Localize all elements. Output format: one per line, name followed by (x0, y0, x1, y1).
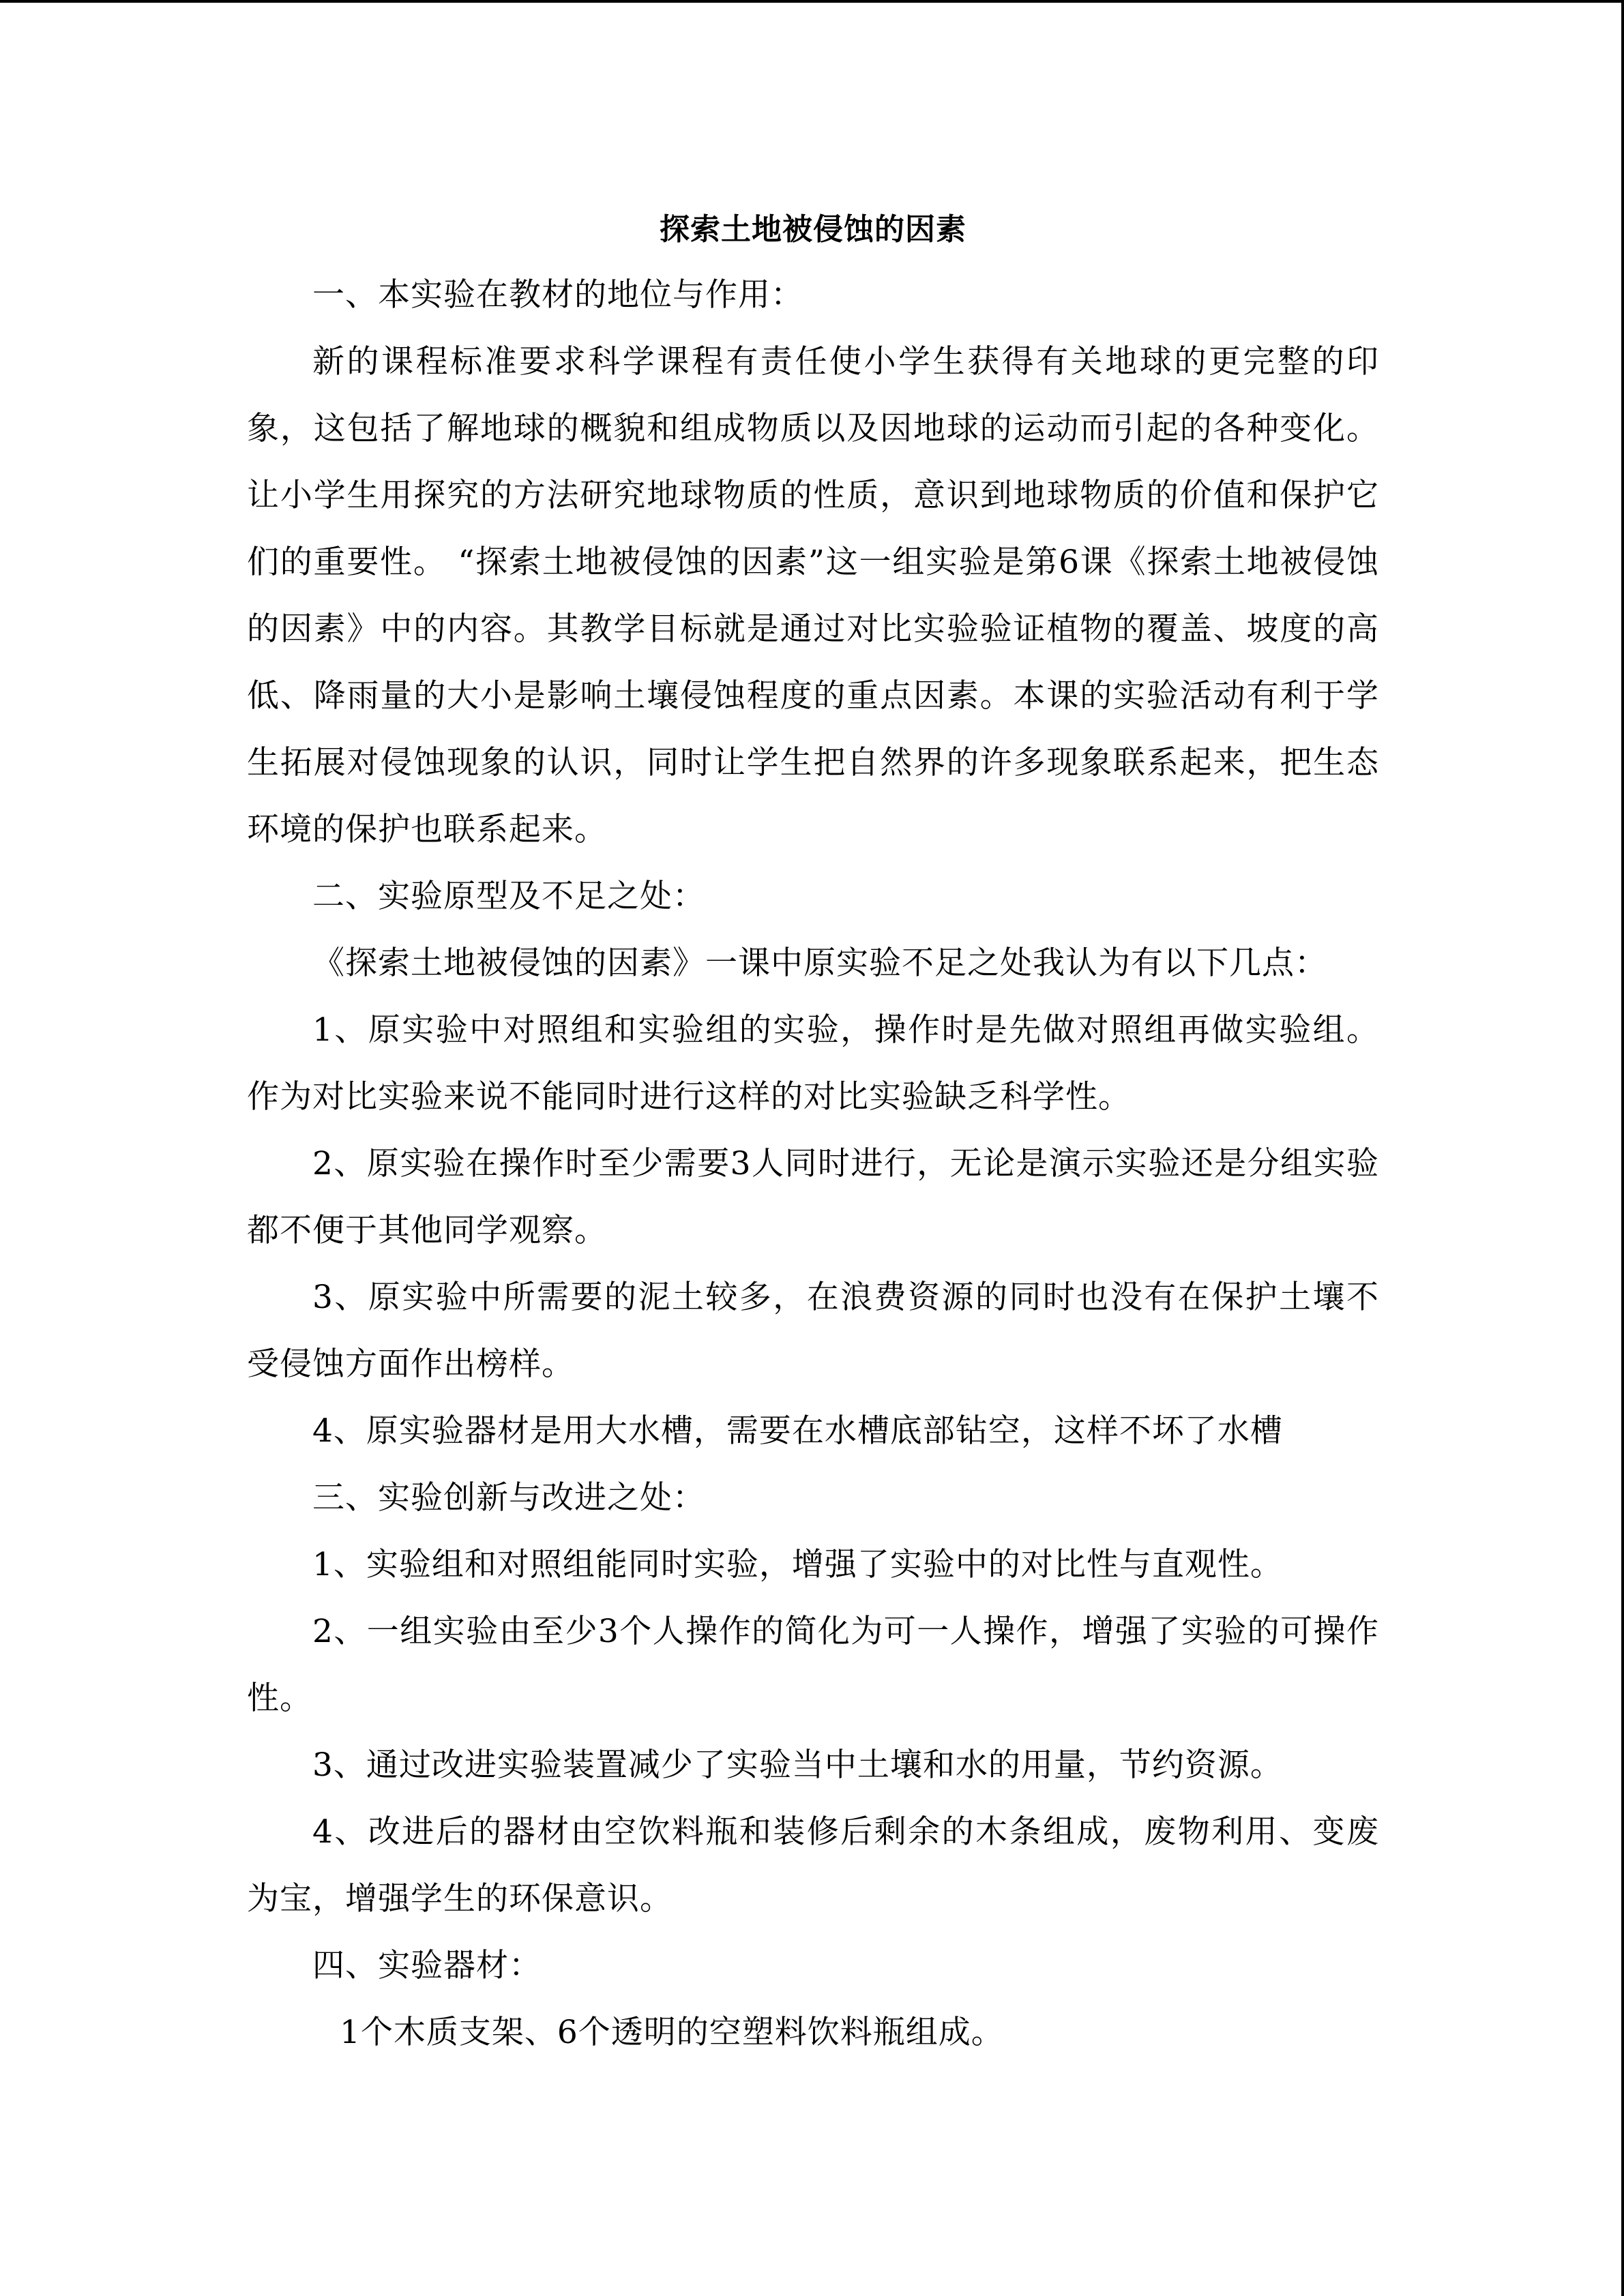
section-heading-4: 四、实验器材： (312, 1947, 542, 1984)
list-item-shortcoming-2: 2、原实验在操作时至少需要3人同时进行，无论是演示实验还是分组实验都不便于其他同学观察。 (247, 1145, 1379, 1249)
paragraph-materials: 1个木质支架、6个透明的空塑料饮料瓶组成。 (340, 2014, 1004, 2051)
list-item-improvement-4: 4、改进后的器材由空饮料瓶和装修后剩余的木条组成，废物利用、变废为宝，增强学生的环保意识。 (247, 1813, 1379, 1918)
page-border-top (0, 0, 1624, 3)
section-heading-3: 三、实验创新与改进之处： (312, 1479, 705, 1517)
list-item-shortcoming-3: 3、原实验中所需要的泥土较多，在浪费资源的同时也没有在保护土壤不受侵蚀方面作出榜样。 (247, 1279, 1379, 1383)
page-border-right (1621, 0, 1624, 2296)
list-item-shortcoming-4: 4、原实验器材是用大水槽，需要在水槽底部钻空，这样不坏了水槽 (312, 1412, 1283, 1450)
list-item-shortcoming-1: 1、原实验中对照组和实验组的实验，操作时是先做对照组再做实验组。作为对比实验来说不能同时进行这样的对比实验缺乏科学性。 (247, 1011, 1379, 1116)
section-heading-1: 一、本实验在教材的地位与作用： (312, 276, 803, 314)
document-body (247, 262, 1379, 2066)
list-item-improvement-1: 1、实验组和对照组能同时实验，增强了实验中的对比性与直观性。 (312, 1546, 1283, 1583)
section-heading-2: 二、实验原型及不足之处： (312, 878, 705, 915)
list-item-improvement-2: 2、一组实验由至少3个人操作的简化为可一人操作，增强了实验的可操作性。 (247, 1613, 1379, 1717)
paragraph-shortcomings-intro: 《探索土地被侵蚀的因素》一课中原实验不足之处我认为有以下几点： (312, 944, 1327, 982)
document-title: 探索土地被侵蚀的因素 (660, 212, 966, 247)
list-item-improvement-3: 3、通过改进实验装置减少了实验当中土壤和水的用量，节约资源。 (312, 1746, 1283, 1784)
paragraph-intro: 新的课程标准要求科学课程有责任使小学生获得有关地球的更完整的印象，这包括了解地球的概貌和组成物质以及因地球的运动而引起的各种变化。让小学生用探究的方法研究地球物质的性质，意识到地球物质的价值和保护它们的重要性。 “探索土地被侵蚀的因素”这一组实验是第6课《探索土地被侵蚀的因素》中的内容。其教学目标就是通过对比实验验证植物的覆盖、坡度的高低、降雨量的大小是影响土壤侵蚀程度的重点因素。本课的实验活动有利于学生拓展对侵蚀现象的认识，同时让学生把自然界的许多现象联系起来，把生态环境的保护也联系起来。 (247, 343, 1379, 848)
